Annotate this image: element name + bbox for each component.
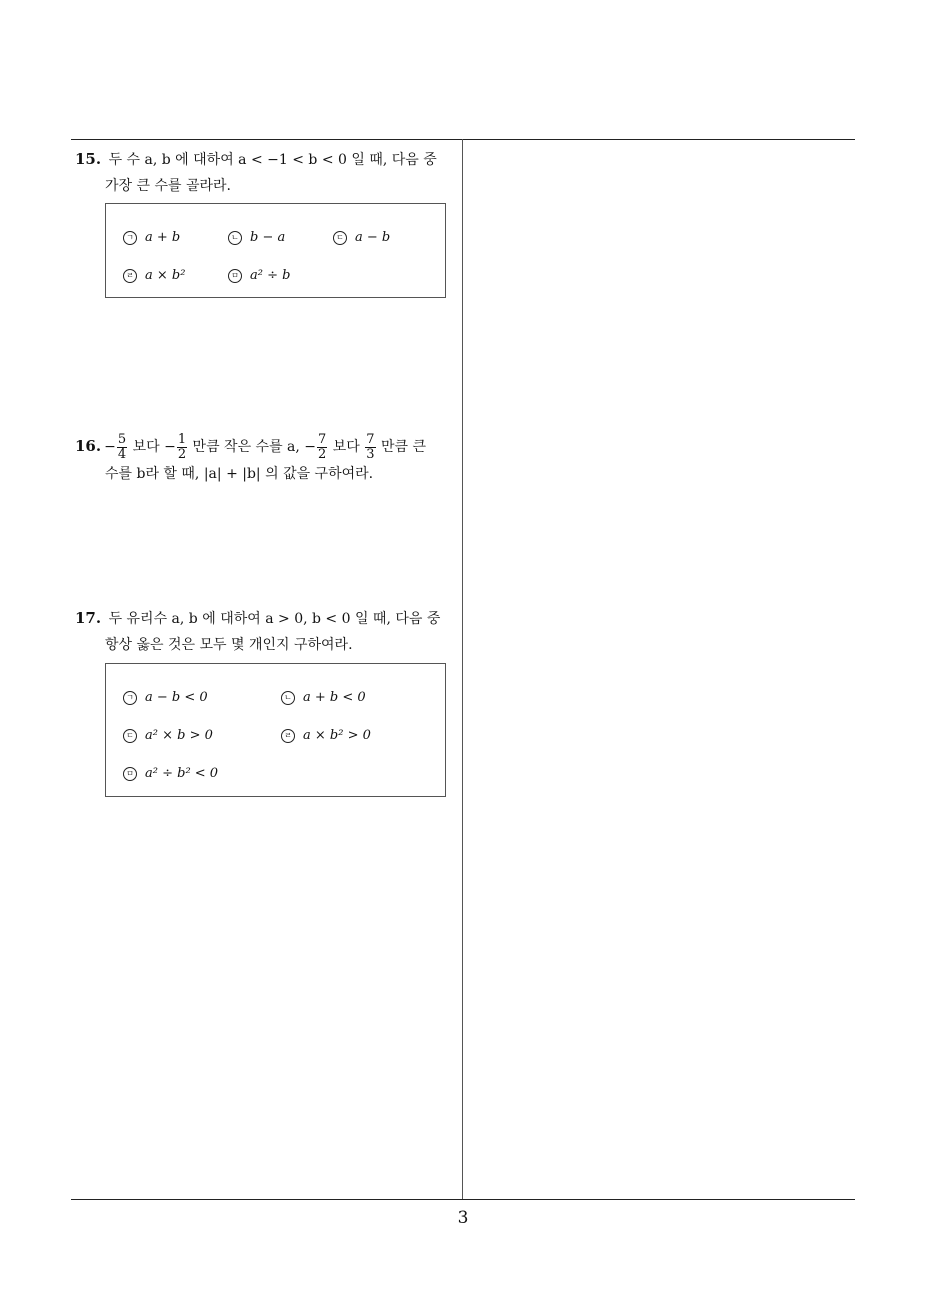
fraction [177, 433, 187, 462]
fraction [365, 433, 375, 462]
choice-mark: ㄷ [123, 729, 137, 743]
choice-mark: ㅁ [123, 767, 137, 781]
choice-mark: ㄱ [123, 231, 137, 245]
problem-17-line-2: 항상 옳은 것은 모두 몇 개인지 구하여라. [105, 637, 353, 653]
problem-number: 15. [75, 150, 102, 168]
bottom-rule [71, 1199, 855, 1200]
fraction-denominator: 4 [117, 446, 127, 462]
choice-text: a − b < 0 [145, 690, 208, 705]
text-segment: 만큼 큰 [376, 439, 427, 455]
choice-mark: ㄹ [123, 269, 137, 283]
problem-number: 17. [75, 609, 102, 627]
fraction [117, 433, 127, 462]
choice-item[interactable] [123, 690, 208, 705]
choice-text: a² × b > 0 [145, 728, 213, 743]
choice-item[interactable] [228, 230, 285, 245]
top-rule [71, 139, 855, 140]
choice-mark: ㄴ [228, 231, 242, 245]
problem-number: 16. [75, 437, 102, 455]
problem-17 [75, 605, 458, 658]
choice-box-15 [105, 203, 446, 298]
choice-text: a² ÷ b [250, 268, 291, 283]
choice-text: a − b [355, 230, 391, 245]
fraction-numerator: 1 [177, 431, 187, 447]
problem-15-line-2: 가장 큰 수를 골라라. [105, 178, 231, 194]
text-segment: − [104, 439, 116, 455]
choice-mark: ㄱ [123, 691, 137, 705]
fraction-numerator: 7 [366, 431, 375, 447]
text-segment: 보다 − [128, 439, 176, 455]
problem-text: 두 유리수 a, b 에 대하여 a > 0, b < 0 일 때, 다음 중 [108, 611, 441, 627]
problem-17-line-1 [75, 605, 458, 632]
choice-mark: ㄷ [333, 231, 347, 245]
problem-16 [75, 428, 458, 483]
fraction-denominator: 3 [366, 446, 375, 462]
text-segment: 만큼 작은 수를 a, − [188, 439, 317, 455]
problem-text: 두 수 a, b 에 대하여 a < −1 < b < 0 일 때, 다음 중 [108, 152, 437, 168]
choice-item[interactable] [123, 268, 185, 283]
choice-item[interactable] [281, 690, 366, 705]
fraction [317, 433, 327, 462]
choice-mark: ㅁ [228, 269, 242, 283]
choice-item[interactable] [123, 728, 213, 743]
choice-item[interactable] [123, 766, 218, 781]
choice-text: a × b² > 0 [303, 728, 371, 743]
problem-16-line-1 [75, 428, 458, 465]
choice-text: a + b [145, 230, 181, 245]
problem-15-line-1 [75, 146, 458, 173]
text-segment: 보다 [328, 439, 365, 455]
choice-item[interactable] [228, 268, 290, 283]
choice-item[interactable] [281, 728, 371, 743]
fraction-denominator: 2 [177, 446, 187, 462]
fraction-denominator: 2 [318, 446, 327, 462]
choice-text: b − a [250, 230, 286, 245]
column-divider [462, 139, 463, 1200]
choice-box-17 [105, 663, 446, 797]
choice-text: a × b² [145, 268, 186, 283]
choice-text: a + b < 0 [303, 690, 366, 705]
choice-item[interactable] [123, 230, 180, 245]
problem-16-line-2: 수를 b라 할 때, |a| + |b| 의 값을 구하여라. [105, 466, 374, 482]
fraction-numerator: 7 [318, 431, 327, 447]
fraction-numerator: 5 [117, 431, 127, 447]
choice-item[interactable] [333, 230, 390, 245]
choice-mark: ㄴ [281, 691, 295, 705]
choice-mark: ㄹ [281, 729, 295, 743]
choice-text: a² ÷ b² < 0 [145, 766, 219, 781]
problem-15 [75, 146, 458, 199]
page-number: 3 [457, 1208, 469, 1228]
